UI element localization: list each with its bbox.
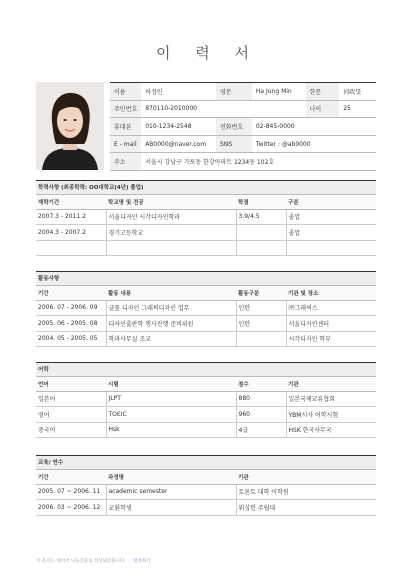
- phone-label: 전화번호: [216, 118, 252, 136]
- name-value: 하정민: [141, 83, 216, 101]
- training-table: [36, 470, 376, 516]
- email-label: E - mail: [110, 135, 141, 153]
- table-header-row: [36, 470, 376, 484]
- table-cell: [286, 240, 376, 256]
- training-title: 교육/ 연수: [36, 455, 376, 470]
- table-cell: 2005. 06 - 2005. 08: [36, 316, 106, 332]
- column-header: 시험: [106, 377, 236, 391]
- age-label: 나이: [306, 100, 340, 118]
- table-cell: 4급: [236, 422, 286, 438]
- table-cell: 인턴: [236, 300, 286, 316]
- table-row: [36, 316, 376, 332]
- table-row: [36, 209, 376, 225]
- table-cell: 2004.3 - 2007.2: [36, 225, 106, 241]
- column-header: 기간: [36, 470, 106, 484]
- column-header: 기간: [36, 286, 106, 300]
- address-label: 주소: [110, 153, 141, 171]
- table-row: [110, 135, 376, 153]
- footer-note: 이 문서는 네이버 나눔글꼴로 작성되었습니다.: [36, 559, 126, 564]
- education-table: [36, 195, 376, 256]
- column-header: 점수: [236, 377, 286, 391]
- table-cell: ㈜그래픽스: [286, 300, 376, 316]
- column-header: 학교명 및 전공: [106, 195, 236, 209]
- column-header: 활동구분: [236, 286, 286, 300]
- language-section: [36, 362, 376, 438]
- id-number-label: 주민번호: [110, 100, 141, 118]
- table-cell: 2004. 05 - 2005. 05: [36, 331, 106, 347]
- name-label: 이름: [110, 83, 141, 101]
- profile-photo: [36, 82, 104, 170]
- table-cell: academic semester: [106, 484, 236, 500]
- sns-value: Twitter : @ab0000: [252, 135, 376, 153]
- person-portrait-icon: [36, 82, 104, 170]
- table-cell: 토론토 대학 어학원: [236, 484, 376, 500]
- table-header-row: [36, 195, 376, 209]
- table-row: [36, 240, 376, 256]
- activities-table: [36, 286, 376, 347]
- table-cell: 졸업: [286, 209, 376, 225]
- table-row: [110, 100, 376, 118]
- table-cell: 졸업: [286, 225, 376, 241]
- column-header: 언어: [36, 377, 106, 391]
- email-value: AB0000@naver.com: [141, 135, 216, 153]
- profile-table: [110, 82, 376, 171]
- table-header-row: [36, 377, 376, 391]
- column-header: 기관: [236, 470, 376, 484]
- table-cell: 중국어: [36, 422, 106, 438]
- table-cell: 서울디자인센터: [286, 316, 376, 332]
- table-cell: 2006. 03 ~ 2006. 12: [36, 500, 106, 516]
- column-header: 재학기간: [36, 195, 106, 209]
- table-row: [110, 118, 376, 136]
- table-cell: 교환학생: [106, 500, 236, 516]
- table-row: [36, 331, 376, 347]
- table-row: [36, 391, 376, 407]
- table-cell: [36, 240, 106, 256]
- table-cell: [236, 331, 286, 347]
- table-cell: YBM시사 어학시험: [286, 407, 376, 423]
- table-cell: 경기고등학교: [106, 225, 236, 241]
- column-header: 기관 및 장소: [286, 286, 376, 300]
- install-font-link[interactable]: 설치하기: [133, 559, 151, 564]
- activities-title: 활동사항: [36, 271, 376, 286]
- table-cell: 2005. 07 ~ 2006. 11: [36, 484, 106, 500]
- table-cell: 영어: [36, 407, 106, 423]
- table-cell: 디자인출판학 행사진행 준비위원: [106, 316, 236, 332]
- table-cell: Hsk: [106, 422, 236, 438]
- training-section: [36, 455, 376, 516]
- language-title: 어학: [36, 362, 376, 377]
- english-name-label: 영문: [216, 83, 252, 101]
- page-title: 이 력 서: [155, 44, 259, 62]
- table-cell: [106, 240, 236, 256]
- sns-label: SNS: [216, 135, 252, 153]
- table-cell: 960: [236, 407, 286, 423]
- column-header: 구분: [286, 195, 376, 209]
- table-cell: 880: [236, 391, 286, 407]
- table-row: [36, 484, 376, 500]
- table-cell: 인턴: [236, 316, 286, 332]
- table-cell: 글꼴 디자인 그래픽디자인 업무: [106, 300, 236, 316]
- table-cell: JLPT: [106, 391, 236, 407]
- table-cell: HSK 한국사무국: [286, 422, 376, 438]
- table-cell: 시각디자인 학부: [286, 331, 376, 347]
- phone-value: 02-845-0000: [252, 118, 376, 136]
- table-cell: 학과사무실 조교: [106, 331, 236, 347]
- table-cell: [236, 225, 286, 241]
- table-row: [36, 422, 376, 438]
- id-number-value: 870110-2010000: [141, 100, 305, 118]
- address-value: 서울시 강남구 가포동 한강아파트 1234동 102호: [141, 153, 376, 171]
- table-header-row: [36, 286, 376, 300]
- column-header: 학점: [236, 195, 286, 209]
- table-row: [110, 83, 376, 101]
- mobile-value: 010-1234-2548: [141, 118, 216, 136]
- column-header: 활동 내용: [106, 286, 236, 300]
- table-cell: [236, 240, 286, 256]
- table-row: [36, 407, 376, 423]
- table-cell: 워싱턴 주립대: [236, 500, 376, 516]
- hanja-name-value: 河政旻: [339, 83, 376, 101]
- table-row: [110, 153, 376, 171]
- mobile-label: 휴대폰: [110, 118, 141, 136]
- table-cell: 서울디자인 시각디자인학과: [106, 209, 236, 225]
- education-section: [36, 180, 376, 256]
- table-cell: 일본어: [36, 391, 106, 407]
- table-cell: 일본국제교류협회: [286, 391, 376, 407]
- activities-section: [36, 271, 376, 347]
- table-row: [36, 500, 376, 516]
- hanja-name-label: 한문: [306, 83, 340, 101]
- language-table: [36, 377, 376, 438]
- column-header: 기관: [286, 377, 376, 391]
- table-row: [36, 300, 376, 316]
- footer: [36, 558, 151, 564]
- table-cell: TOEIC: [106, 407, 236, 423]
- table-row: [36, 225, 376, 241]
- column-header: 과정명: [106, 470, 236, 484]
- education-title: 학력사항 (최종학력: OO대학교(4년) 졸업): [36, 180, 376, 195]
- age-value: 25: [339, 100, 376, 118]
- table-cell: 2006. 07 - 2006. 09: [36, 300, 106, 316]
- table-cell: 2007.3 - 2011.2: [36, 209, 106, 225]
- english-name-value: Ha Jung Min: [252, 83, 306, 101]
- table-cell: 3.9/4.5: [236, 209, 286, 225]
